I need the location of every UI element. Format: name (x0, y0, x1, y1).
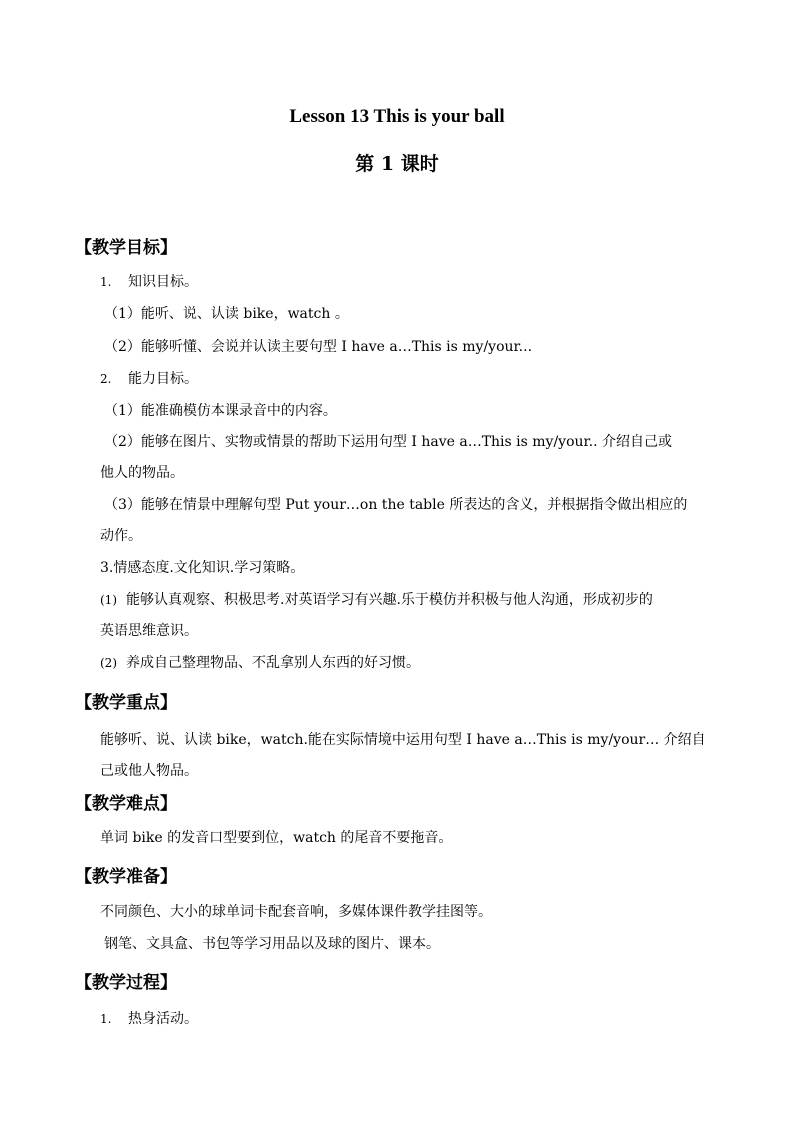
goal-item-1-sub-1: （1）能听、说、认读 bike，watch 。 (104, 306, 349, 322)
goal-item-3-sub-1-line-1 (100, 590, 653, 610)
goal-item-1-text: 知识目标。 (128, 274, 198, 290)
goal-item-1 (100, 272, 198, 292)
goal-item-3-sub-2-text: 养成自己整理物品、不乱拿别人东西的好习惯。 (126, 655, 420, 671)
heading-difficulties: 【教学难点】 (75, 794, 177, 814)
heading-preparation: 【教学准备】 (75, 867, 177, 887)
goal-item-2-sub-3-line-1: （3）能够在情景中理解句型 Put your…on the table 所表达的含义，并根据指令做出相应的 (104, 497, 688, 513)
goal-item-2-number: 2. (100, 372, 112, 386)
goal-item-2-sub-2-line-1: （2）能够在图片、实物或情景的帮助下运用句型 I have a…This is my/your.. 介绍自己或 (104, 434, 673, 450)
goal-item-3-sub-1-line-2: 英语思维意识。 (100, 623, 198, 639)
goal-item-2-text: 能力目标。 (128, 371, 198, 387)
difficulties-text: 单词 bike 的发音口型要到位，watch 的尾音不要拖音。 (100, 830, 453, 846)
preparation-text-2: 钢笔、文具盒、书包等学习用品以及球的图片、课本。 (104, 936, 440, 952)
document-title: Lesson 13 This is your ball (289, 106, 505, 127)
goal-item-2-sub-3-line-2: 动作。 (100, 528, 142, 544)
goal-item-2 (100, 369, 198, 389)
goal-item-1-sub-2: （2）能够听懂、会说并认读主要句型 I have a…This is my/your... (104, 339, 533, 355)
goal-item-3-sub-1-text: 能够认真观察、积极思考.对英语学习有兴趣.乐于模仿并积极与他人沟通，形成初步的 (126, 592, 653, 608)
goal-item-2-sub-1: （1）能准确模仿本课录音中的内容。 (104, 403, 337, 419)
document-subtitle: 第 1 课时 (355, 153, 439, 175)
heading-key-points: 【教学重点】 (75, 693, 177, 713)
goal-item-3-sub-1-number: (1) (100, 593, 117, 607)
heading-teaching-goals: 【教学目标】 (75, 238, 177, 258)
key-points-line-2: 己或他人物品。 (100, 763, 198, 779)
goal-item-3: 3.情感态度.文化知识.学习策略。 (100, 560, 305, 576)
goal-item-2-sub-2-line-2: 他人的物品。 (100, 465, 184, 481)
process-item-1-text: 热身活动。 (128, 1011, 198, 1027)
preparation-text-1: 不同颜色、大小的球单词卡配套音响，多媒体课件教学挂图等。 (100, 904, 492, 920)
goal-item-1-number: 1. (100, 275, 112, 289)
key-points-line-1: 能够听、说、认读 bike，watch.能在实际情境中运用句型 I have a…This is my/your… 介绍自 (100, 732, 706, 748)
goal-item-3-sub-2 (100, 653, 420, 673)
process-item-1-number: 1. (100, 1012, 112, 1026)
process-item-1 (100, 1009, 198, 1029)
goal-item-3-sub-2-number: (2) (100, 656, 117, 670)
heading-process: 【教学过程】 (75, 973, 177, 993)
